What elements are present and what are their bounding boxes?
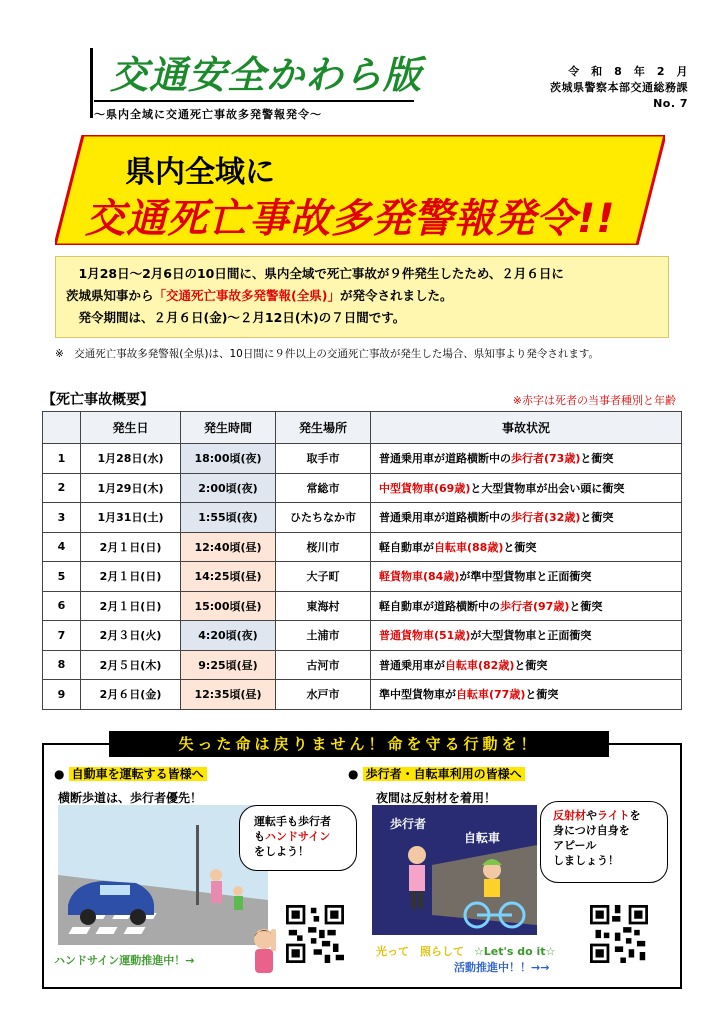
notice-alert-name: 「交通死亡事故多発警報(全県)」 bbox=[153, 288, 340, 303]
row-detail bbox=[371, 621, 682, 651]
row-place: 桜川市 bbox=[276, 532, 371, 562]
detail-post: が準中型貨物車と正面衝突 bbox=[459, 570, 592, 584]
newsletter-subtitle: ～県内全域に交通死亡事故多発警報発令～ bbox=[94, 108, 322, 121]
header bbox=[40, 30, 690, 130]
footnote: ※ 交通死亡事故多発警報(全県)は、10日間に９件以上の交通死亡事故が発生した場合、県知事より発令されます。 bbox=[55, 348, 600, 360]
row-time: 12:35頃(昼) bbox=[181, 680, 276, 710]
notice-text-c: が発令されました。 bbox=[339, 288, 453, 303]
table-row bbox=[43, 444, 682, 474]
col-header-detail: 事故状況 bbox=[371, 412, 682, 444]
row-time: 2:00頃(夜) bbox=[181, 473, 276, 503]
detail-post: が大型貨物車と正面衝突 bbox=[470, 629, 592, 643]
row-number: 4 bbox=[43, 532, 81, 562]
row-date: 2月１日(日) bbox=[81, 532, 181, 562]
shine-text: 光って 照らして bbox=[376, 945, 464, 958]
reflector-ya: や bbox=[586, 809, 597, 822]
detail-pre: 軽自動車が道路横断中の bbox=[379, 599, 500, 613]
bicycle-label: 自転車 bbox=[464, 831, 501, 845]
section-note: ※赤字は死者の当事者種別と年齢 bbox=[512, 394, 676, 407]
light-word: ライト bbox=[597, 809, 630, 822]
detail-victim: 歩行者(32歳) bbox=[511, 511, 581, 525]
detail-pre: 普通乗用車が bbox=[379, 658, 445, 672]
reflector-line-4: しましょう！ bbox=[553, 854, 619, 867]
pedestrian-heading bbox=[348, 765, 525, 782]
row-number: 2 bbox=[43, 473, 81, 503]
table-row bbox=[43, 650, 682, 680]
title-rule bbox=[94, 100, 414, 102]
row-number: 9 bbox=[43, 680, 81, 710]
section-title: 【死亡事故概要】 bbox=[42, 392, 154, 408]
detail-victim: 自転車(77歳) bbox=[456, 688, 526, 702]
bubble-line-2a: も bbox=[254, 830, 265, 843]
qr-code-left[interactable] bbox=[286, 905, 344, 963]
masthead-bar bbox=[90, 48, 93, 118]
pedestrian-cyclist-figures bbox=[372, 805, 537, 935]
row-date: 1月31日(土) bbox=[81, 503, 181, 533]
detail-victim: 自転車(88歳) bbox=[434, 540, 504, 554]
table-row bbox=[43, 562, 682, 592]
bubble-line-1: 運転手も歩行者 bbox=[254, 815, 331, 828]
table-row bbox=[43, 621, 682, 651]
row-date: 2月３日(火) bbox=[81, 621, 181, 651]
notice-text-a: 1月28日～2月6日の10日間に、県内全域で死亡事故が９件発生したため、２月６日に bbox=[66, 266, 564, 281]
star-icon: ☆ bbox=[473, 945, 484, 958]
notice-paragraph-1 bbox=[66, 263, 658, 307]
reflector-bubble bbox=[540, 801, 668, 883]
row-date: 1月28日(水) bbox=[81, 444, 181, 474]
crosswalk-illustration bbox=[58, 805, 268, 945]
detail-post: と衝突 bbox=[580, 511, 614, 525]
newsletter-title: 交通安全かわら版 bbox=[110, 52, 423, 97]
qr-code-right[interactable] bbox=[590, 905, 648, 963]
detail-victim: 歩行者(97歳) bbox=[500, 599, 570, 613]
row-date: 1月29日(木) bbox=[81, 473, 181, 503]
row-place: 古河市 bbox=[276, 650, 371, 680]
row-number: 7 bbox=[43, 621, 81, 651]
alert-banner bbox=[55, 135, 665, 245]
row-detail bbox=[371, 503, 682, 533]
table-row bbox=[43, 680, 682, 710]
row-detail bbox=[371, 680, 682, 710]
reflector-wo: を bbox=[629, 809, 641, 822]
table-header-row bbox=[43, 412, 682, 444]
row-place: 東海村 bbox=[276, 591, 371, 621]
row-place: ひたちなか市 bbox=[276, 503, 371, 533]
col-header-place: 発生場所 bbox=[276, 412, 371, 444]
col-header-no bbox=[43, 412, 81, 444]
hand-sign-campaign: ハンドサイン運動推進中！→ bbox=[54, 954, 195, 967]
row-detail bbox=[371, 444, 682, 474]
pedestrian-heading-text: 歩行者・自転車利用の皆様へ bbox=[363, 767, 525, 781]
row-number: 8 bbox=[43, 650, 81, 680]
detail-post: と大型貨物車が出会い頭に衝突 bbox=[470, 481, 625, 495]
issue-number: No. 7 bbox=[653, 97, 688, 110]
row-date: 2月５日(木) bbox=[81, 650, 181, 680]
row-detail bbox=[371, 562, 682, 592]
shine-campaign bbox=[376, 943, 555, 959]
reflector-word: 反射材 bbox=[553, 809, 586, 822]
detail-victim: 軽貨物車(84歳) bbox=[379, 570, 460, 584]
detail-post: と衝突 bbox=[514, 658, 548, 672]
row-date: 2月６日(金) bbox=[81, 680, 181, 710]
night-illustration bbox=[372, 805, 537, 935]
safety-panel bbox=[42, 735, 682, 989]
row-date: 2月１日(日) bbox=[81, 591, 181, 621]
banner-line-2: 交通死亡事故多発警報発令!! bbox=[85, 196, 616, 242]
row-time: 1:55頃(夜) bbox=[181, 503, 276, 533]
hand-sign-bubble bbox=[239, 805, 357, 871]
row-time: 4:20頃(夜) bbox=[181, 621, 276, 651]
detail-post: と衝突 bbox=[569, 599, 603, 613]
row-detail bbox=[371, 591, 682, 621]
row-number: 3 bbox=[43, 503, 81, 533]
banner-line-1: 県内全域に bbox=[125, 155, 275, 190]
row-number: 5 bbox=[43, 562, 81, 592]
slogan-banner: 失った命は戻りません！命を守る行動を！ bbox=[109, 731, 609, 757]
bubble-hand-sign: ハンドサイン bbox=[265, 830, 331, 843]
notice-text-b: 茨城県知事から bbox=[66, 288, 154, 303]
driver-heading bbox=[54, 765, 207, 782]
col-header-time: 発生時間 bbox=[181, 412, 276, 444]
raised-hand-person-icon bbox=[244, 923, 284, 975]
row-time: 18:00頃(夜) bbox=[181, 444, 276, 474]
bubble-line-2 bbox=[254, 829, 350, 844]
detail-pre: 軽自動車が bbox=[379, 540, 434, 554]
bullet-icon: ● bbox=[54, 767, 65, 781]
row-number: 6 bbox=[43, 591, 81, 621]
notice-box bbox=[55, 256, 669, 338]
detail-victim: 中型貨物車(69歳) bbox=[379, 481, 471, 495]
detail-pre: 普通乗用車が道路横断中の bbox=[379, 511, 511, 525]
row-detail bbox=[371, 473, 682, 503]
row-place: 常総市 bbox=[276, 473, 371, 503]
shine-campaign-tail: 活動推進中！！→→ bbox=[454, 961, 550, 974]
lets-do-it bbox=[474, 945, 556, 958]
table-body bbox=[43, 444, 682, 710]
row-time: 14:25頃(昼) bbox=[181, 562, 276, 592]
accident-table bbox=[42, 411, 682, 710]
table-row bbox=[43, 591, 682, 621]
pedestrian-subheading: 夜間は反射材を着用！ bbox=[376, 789, 496, 810]
star-icon: ☆ bbox=[545, 945, 556, 958]
detail-post: と衝突 bbox=[525, 688, 559, 702]
row-time: 12:40頃(昼) bbox=[181, 532, 276, 562]
lets-do-it-text: Let's do it bbox=[483, 945, 546, 958]
reflector-line-2: 身につけ自身を bbox=[553, 824, 630, 837]
issuer: 茨城県警察本部交通総務課 bbox=[550, 81, 688, 94]
detail-victim: 歩行者(73歳) bbox=[511, 452, 581, 466]
row-place: 大子町 bbox=[276, 562, 371, 592]
reflector-line-1 bbox=[553, 808, 661, 823]
issue-info bbox=[550, 64, 688, 112]
table-row bbox=[43, 473, 682, 503]
pedestrian-label: 歩行者 bbox=[390, 817, 427, 831]
driver-heading-text: 自動車を運転する皆様へ bbox=[69, 767, 207, 781]
detail-post: と衝突 bbox=[503, 540, 537, 554]
row-number: 1 bbox=[43, 444, 81, 474]
bullet-icon: ● bbox=[348, 767, 359, 781]
detail-victim: 普通貨物車(51歳) bbox=[379, 629, 471, 643]
notice-paragraph-2: 発令期間は、２月６日(金)～２月12日(木)の７日間です。 bbox=[66, 310, 406, 325]
detail-victim: 自転車(82歳) bbox=[445, 658, 515, 672]
row-time: 9:25頃(昼) bbox=[181, 650, 276, 680]
row-time: 15:00頃(昼) bbox=[181, 591, 276, 621]
driver-sub-a: 横断歩道は、 bbox=[58, 791, 131, 805]
detail-pre: 普通乗用車が道路横断中の bbox=[379, 452, 511, 466]
issue-date: 令 和 8 年 2 月 bbox=[568, 65, 688, 78]
row-place: 取手市 bbox=[276, 444, 371, 474]
col-header-date: 発生日 bbox=[81, 412, 181, 444]
bubble-line-3: をしよう！ bbox=[254, 845, 309, 858]
table-row bbox=[43, 503, 682, 533]
driver-sub-b: 歩行者優先！ bbox=[130, 791, 203, 805]
row-detail bbox=[371, 650, 682, 680]
row-detail bbox=[371, 532, 682, 562]
detail-post: と衝突 bbox=[580, 452, 614, 466]
row-place: 土浦市 bbox=[276, 621, 371, 651]
detail-pre: 準中型貨物車が bbox=[379, 688, 456, 702]
table-row bbox=[43, 532, 682, 562]
reflector-line-3: アピール bbox=[553, 839, 597, 852]
row-place: 水戸市 bbox=[276, 680, 371, 710]
row-date: 2月１日(日) bbox=[81, 562, 181, 592]
